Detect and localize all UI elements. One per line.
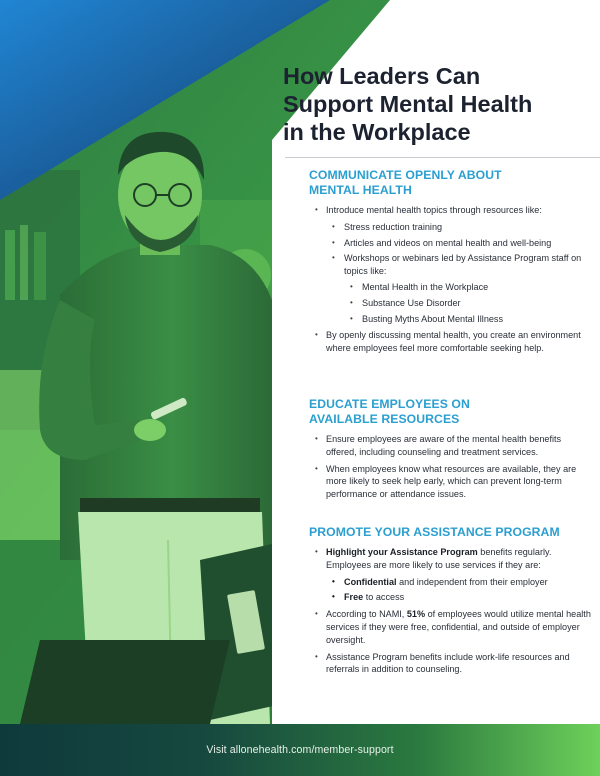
bullet-list bbox=[309, 204, 594, 355]
footer-link[interactable]: Visit allonehealth.com/member-support bbox=[206, 744, 394, 756]
sub-list bbox=[326, 576, 594, 605]
section-heading bbox=[309, 525, 594, 540]
section-promote bbox=[309, 525, 594, 680]
list-item: • By openly discussing mental health, you create an environment where employees feel more comfortable seeking help. bbox=[309, 329, 594, 355]
list-item: • Articles and videos on mental health and well-being bbox=[326, 237, 594, 250]
list-item: • Introduce mental health topics through resources like: • Stress reduction training • Articles and videos on mental health and well-being • Workshops or webinars led by Assistance Program staff on topics like: • Mental Health in the Workplace • Substance Use Disorder • Busting Myths About Mental Illness bbox=[309, 204, 594, 325]
page-title bbox=[283, 62, 583, 146]
list-item: • Stress reduction training bbox=[326, 221, 594, 234]
list-item: • Ensure employees are aware of the mental health benefits offered, including counseling and treatment services. bbox=[309, 433, 594, 459]
title-line: in the Workplace bbox=[283, 119, 471, 145]
bullet-list bbox=[309, 546, 594, 676]
list-item: • Highlight your Assistance Program benefits regularly. Employees are more likely to use services if they are: • Confidential and independent from their employer • Free to access bbox=[309, 546, 594, 604]
heading-line: COMMUNICATE OPENLY ABOUT bbox=[309, 168, 502, 182]
sub-list bbox=[326, 221, 594, 326]
heading-line: MENTAL HEALTH bbox=[309, 183, 412, 197]
list-item: • Mental Health in the Workplace bbox=[344, 281, 594, 294]
list-item: • Workshops or webinars led by Assistance Program staff on topics like: • Mental Health in the Workplace • Substance Use Disorder • Busting Myths About Mental Illness bbox=[326, 252, 594, 325]
section-heading bbox=[309, 397, 594, 427]
section-communicate bbox=[309, 168, 594, 359]
list-item: • According to NAMI, 51% of employees would utilize mental health services if they were free, confidential, and outside of employer oversight. bbox=[309, 608, 594, 646]
bullet-list bbox=[309, 433, 594, 501]
title-line: Support Mental Health bbox=[283, 91, 533, 117]
title-line: How Leaders Can bbox=[283, 63, 481, 89]
section-educate bbox=[309, 397, 594, 505]
divider bbox=[285, 157, 600, 158]
sub-sub-list bbox=[344, 281, 594, 325]
heading-line: AVAILABLE RESOURCES bbox=[309, 412, 460, 426]
heading-line: PROMOTE YOUR ASSISTANCE PROGRAM bbox=[309, 525, 560, 539]
section-heading bbox=[309, 168, 594, 198]
list-item: • Assistance Program benefits include work-life resources and referrals in addition to counseling. bbox=[309, 651, 594, 677]
list-item: • Confidential and independent from their employer bbox=[326, 576, 594, 589]
list-item: • Free to access bbox=[326, 591, 594, 604]
list-item: • Busting Myths About Mental Illness bbox=[344, 313, 594, 326]
footer-bar bbox=[0, 724, 600, 776]
list-item: • Substance Use Disorder bbox=[344, 297, 594, 310]
list-item: • When employees know what resources are available, they are more likely to seek help early, which can prevent long-term performance or attendance issues. bbox=[309, 463, 594, 501]
heading-line: EDUCATE EMPLOYEES ON bbox=[309, 397, 470, 411]
